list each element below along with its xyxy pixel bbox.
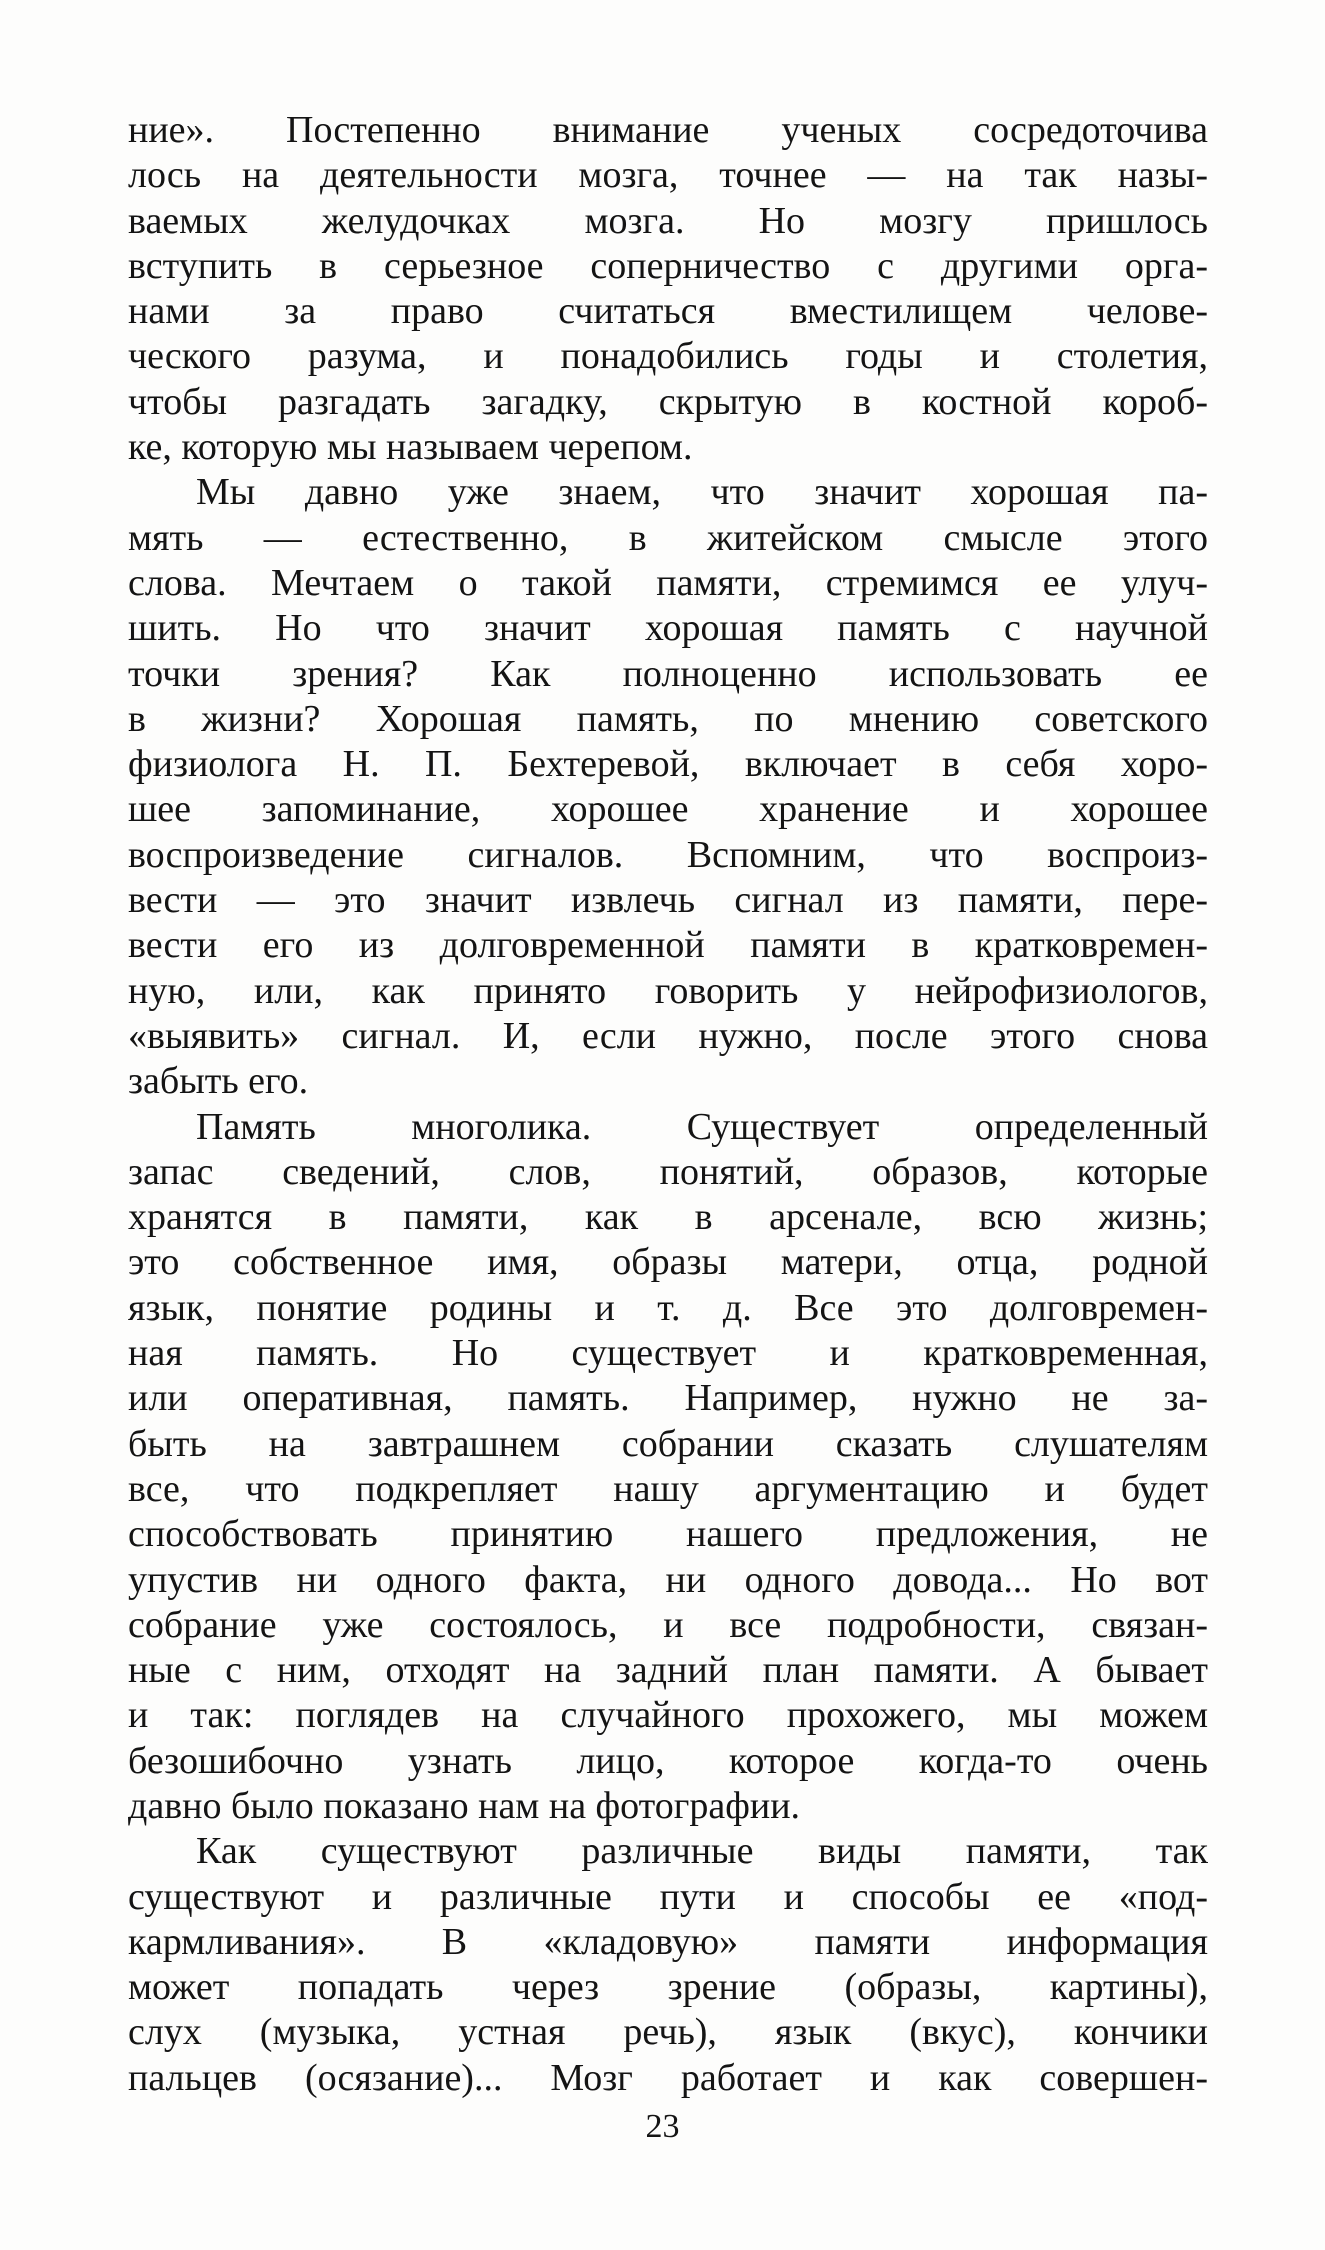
text-line: запас сведений, слов, понятий, образов, которые xyxy=(128,1150,1208,1193)
text-line: слова. Мечтаем о такой памяти, стремимся ее улуч- xyxy=(128,561,1208,604)
text-line: способствовать принятию нашего предложения, не xyxy=(128,1513,1208,1556)
text-line: ваемых желудочках мозга. Но мозгу пришлось xyxy=(128,199,1208,242)
text-line: собрание уже состоялось, и все подробности, связан- xyxy=(128,1603,1208,1646)
text-line: может попадать через зрение (образы, картины), xyxy=(128,1966,1208,2009)
text-line: это собственное имя, образы матери, отца, родной xyxy=(128,1241,1208,1284)
text-line: шее запоминание, хорошее хранение и хорошее xyxy=(128,788,1208,831)
text-line: ную, или, как принято говорить у нейрофизиологов, xyxy=(128,969,1208,1012)
text-line: безошибочно узнать лицо, которое когда-то очень xyxy=(128,1739,1208,1782)
text-line: ные с ним, отходят на задний план памяти. А бывает xyxy=(128,1649,1208,1692)
text-line: точки зрения? Как полноценно использовать ее xyxy=(128,652,1208,695)
text-line: вести его из долговременной памяти в кратковремен- xyxy=(128,924,1208,967)
paragraph-4 xyxy=(128,1829,1208,2101)
text-line: упустив ни одного факта, ни одного довода... Но вот xyxy=(128,1558,1208,1601)
text-line: ке, которую мы называем черепом. xyxy=(128,426,693,469)
text-line: все, что подкрепляет нашу аргументацию и будет xyxy=(128,1467,1208,1510)
paragraph-3 xyxy=(128,1105,1208,1830)
text-line: шить. Но что значит хорошая память с научной xyxy=(128,607,1208,650)
text-line: пальцев (осязание)... Мозг работает и как совершен- xyxy=(128,2056,1208,2099)
text-line: вступить в серьезное соперничество с другими орга- xyxy=(128,244,1208,287)
text-line: слух (музыка, устная речь), язык (вкус), кончики xyxy=(128,2011,1208,2054)
text-line: чтобы разгадать загадку, скрытую в костной короб- xyxy=(128,380,1208,423)
text-line: ческого разума, и понадобились годы и столетия, xyxy=(128,335,1208,378)
text-line: Как существуют различные виды памяти, так xyxy=(196,1830,1208,1873)
text-line: существуют и различные пути и способы ее «под- xyxy=(128,1875,1208,1918)
text-line: давно было показано нам на фотографии. xyxy=(128,1784,801,1827)
text-line: «выявить» сигнал. И, если нужно, после этого снова xyxy=(128,1014,1208,1057)
text-line: или оперативная, память. Например, нужно не за- xyxy=(128,1377,1208,1420)
text-line: воспроизведение сигналов. Вспомним, что воспроиз- xyxy=(128,833,1208,876)
text-line: и так: поглядев на случайного прохожего, мы можем xyxy=(128,1694,1208,1737)
text-line: забыть его. xyxy=(128,1060,309,1103)
text-line: кармливания». В «кладовую» памяти информация xyxy=(128,1920,1208,1963)
text-line: физиолога Н. П. Бехтеревой, включает в себя хоро- xyxy=(128,743,1208,786)
text-line: быть на завтрашнем собрании сказать слушателям xyxy=(128,1422,1208,1465)
text-line: мять — естественно, в житейском смысле этого xyxy=(128,516,1208,559)
text-line: хранятся в памяти, как в арсенале, всю жизнь; xyxy=(128,1196,1208,1239)
paragraph-2 xyxy=(128,470,1208,1104)
text-line: ние». Постепенно внимание ученых сосредоточива xyxy=(128,109,1208,151)
text-line: нами за право считаться вместилищем челове- xyxy=(128,290,1208,333)
text-line: язык, понятие родины и т. д. Все это долговремен- xyxy=(128,1286,1208,1329)
text-line: Память многолика. Существует определенный xyxy=(196,1105,1208,1148)
text-line: в жизни? Хорошая память, по мнению советского xyxy=(128,697,1208,740)
text-line: Мы давно уже знаем, что значит хорошая па- xyxy=(196,471,1208,514)
body-text xyxy=(128,108,1208,2101)
page-number: 23 xyxy=(645,2108,680,2145)
text-line: лось на деятельности мозга, точнее — на так назы- xyxy=(128,154,1208,197)
paragraph-1 xyxy=(128,108,1208,470)
text-line: ная память. Но существует и кратковременная, xyxy=(128,1332,1208,1375)
text-line: вести — это значит извлечь сигнал из памяти, пере- xyxy=(128,879,1208,922)
